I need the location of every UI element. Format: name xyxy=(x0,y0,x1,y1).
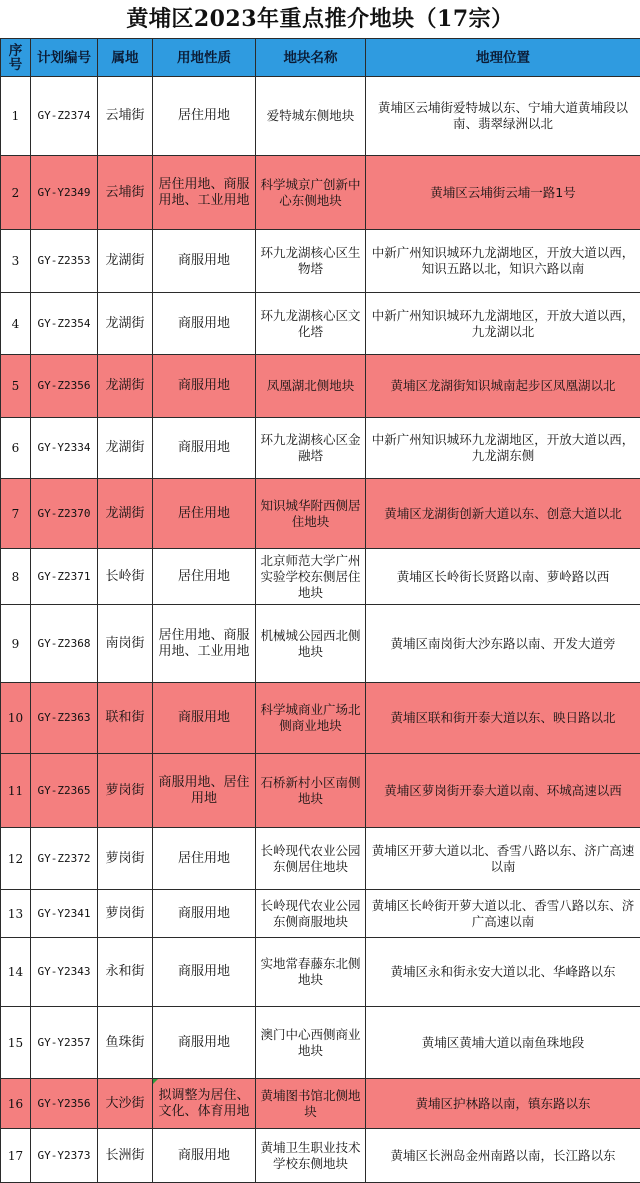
cell-location: 黄埔区南岗街大沙东路以南、开发大道旁 xyxy=(366,605,640,683)
cell-district: 萝岗街 xyxy=(98,754,153,828)
table-row xyxy=(1,479,640,549)
cell-name: 澳门中心西侧商业地块 xyxy=(256,1007,366,1079)
table-row xyxy=(1,828,640,890)
cell-index: 10 xyxy=(1,683,31,754)
cell-index: 7 xyxy=(1,479,31,549)
cell-index: 2 xyxy=(1,156,31,230)
cell-usage: 居住用地 xyxy=(153,479,256,549)
cell-index: 5 xyxy=(1,355,31,418)
column-header-index: 序号 xyxy=(1,39,31,77)
column-header-district: 属地 xyxy=(98,39,153,77)
table-row xyxy=(1,1129,640,1183)
cell-usage: 商服用地 xyxy=(153,938,256,1007)
cell-name: 科学城商业广场北侧商业地块 xyxy=(256,683,366,754)
cell-code: GY-Y2334 xyxy=(31,418,98,479)
table-body xyxy=(1,77,640,1183)
cell-code: GY-Z2363 xyxy=(31,683,98,754)
cell-district: 萝岗街 xyxy=(98,828,153,890)
cell-location: 黄埔区护林路以南，镇东路以东 xyxy=(366,1079,640,1129)
table-row xyxy=(1,355,640,418)
cell-code: GY-Z2356 xyxy=(31,355,98,418)
cell-location: 中新广州知识城环九龙湖地区，开放大道以西，九龙湖东侧 xyxy=(366,418,640,479)
cell-name: 爱特城东侧地块 xyxy=(256,77,366,156)
cell-code: GY-Z2353 xyxy=(31,230,98,293)
cell-district: 萝岗街 xyxy=(98,890,153,938)
cell-usage: 商服用地 xyxy=(153,890,256,938)
cell-name: 科学城京广创新中心东侧地块 xyxy=(256,156,366,230)
cell-district: 南岗街 xyxy=(98,605,153,683)
cell-index: 1 xyxy=(1,77,31,156)
cell-name: 石桥新村小区南侧地块 xyxy=(256,754,366,828)
cell-code: GY-Z2372 xyxy=(31,828,98,890)
cell-name: 知识城华附西侧居住地块 xyxy=(256,479,366,549)
cell-index: 3 xyxy=(1,230,31,293)
table-row xyxy=(1,77,640,156)
cell-district: 长洲街 xyxy=(98,1129,153,1183)
table-row xyxy=(1,890,640,938)
cell-usage: 居住用地、商服用地、工业用地 xyxy=(153,605,256,683)
cell-usage: 商服用地 xyxy=(153,355,256,418)
cell-location: 黄埔区开萝大道以北、香雪八路以东、济广高速以南 xyxy=(366,828,640,890)
table-row xyxy=(1,230,640,293)
cell-name: 黄埔卫生职业技术学校东侧地块 xyxy=(256,1129,366,1183)
cell-name: 长岭现代农业公园东侧商服地块 xyxy=(256,890,366,938)
cell-district: 云埔街 xyxy=(98,77,153,156)
cell-code: GY-Z2374 xyxy=(31,77,98,156)
cell-location: 黄埔区永和街永安大道以北、华峰路以东 xyxy=(366,938,640,1007)
cell-usage: 商服用地 xyxy=(153,1129,256,1183)
cell-district: 云埔街 xyxy=(98,156,153,230)
cell-usage: 居住用地、商服用地、工业用地 xyxy=(153,156,256,230)
cell-location: 黄埔区长洲岛金州南路以南，长江路以东 xyxy=(366,1129,640,1183)
cell-code: GY-Z2371 xyxy=(31,549,98,605)
cell-name: 北京师范大学广州实验学校东侧居住地块 xyxy=(256,549,366,605)
cell-usage: 拟调整为居住、文化、体育用地 xyxy=(153,1079,256,1129)
cell-location: 黄埔区长岭街开萝大道以北、香雪八路以东、济广高速以南 xyxy=(366,890,640,938)
table-row xyxy=(1,418,640,479)
cell-district: 长岭街 xyxy=(98,549,153,605)
cell-code: GY-Z2370 xyxy=(31,479,98,549)
cell-name: 凤凰湖北侧地块 xyxy=(256,355,366,418)
cell-usage: 居住用地 xyxy=(153,549,256,605)
cell-location: 黄埔区联和街开泰大道以东、映日路以北 xyxy=(366,683,640,754)
column-header-name: 地块名称 xyxy=(256,39,366,77)
column-header-location: 地理位置 xyxy=(366,39,640,77)
cell-usage: 商服用地 xyxy=(153,418,256,479)
cell-name: 环九龙湖核心区金融塔 xyxy=(256,418,366,479)
table-header-row xyxy=(1,39,640,77)
column-header-usage: 用地性质 xyxy=(153,39,256,77)
cell-code: GY-Y2356 xyxy=(31,1079,98,1129)
cell-location: 黄埔区龙湖街创新大道以东、创意大道以北 xyxy=(366,479,640,549)
table-row xyxy=(1,938,640,1007)
cell-district: 龙湖街 xyxy=(98,418,153,479)
cell-code: GY-Z2365 xyxy=(31,754,98,828)
cell-name: 实地常春藤东北侧地块 xyxy=(256,938,366,1007)
cell-usage: 居住用地 xyxy=(153,77,256,156)
cell-index: 13 xyxy=(1,890,31,938)
cell-location: 黄埔区黄埔大道以南鱼珠地段 xyxy=(366,1007,640,1079)
table-row xyxy=(1,754,640,828)
cell-name: 长岭现代农业公园东侧居住地块 xyxy=(256,828,366,890)
cell-index: 15 xyxy=(1,1007,31,1079)
cell-usage: 居住用地 xyxy=(153,828,256,890)
cell-index: 6 xyxy=(1,418,31,479)
cell-name: 机械城公园西北侧地块 xyxy=(256,605,366,683)
table-row xyxy=(1,605,640,683)
cell-usage: 商服用地 xyxy=(153,293,256,355)
cell-code: GY-Y2373 xyxy=(31,1129,98,1183)
cell-name: 环九龙湖核心区生物塔 xyxy=(256,230,366,293)
table-row xyxy=(1,549,640,605)
land-plots-table xyxy=(0,38,640,1183)
cell-usage: 商服用地 xyxy=(153,1007,256,1079)
cell-index: 8 xyxy=(1,549,31,605)
cell-location: 黄埔区长岭街长贤路以南、萝岭路以西 xyxy=(366,549,640,605)
cell-code: GY-Y2341 xyxy=(31,890,98,938)
cell-name: 环九龙湖核心区文化塔 xyxy=(256,293,366,355)
cell-location: 中新广州知识城环九龙湖地区，开放大道以西，知识五路以北，知识六路以南 xyxy=(366,230,640,293)
cell-location: 黄埔区云埔街云埔一路1号 xyxy=(366,156,640,230)
cell-usage: 商服用地 xyxy=(153,683,256,754)
cell-location: 黄埔区龙湖街知识城南起步区凤凰湖以北 xyxy=(366,355,640,418)
cell-usage: 商服用地 xyxy=(153,230,256,293)
cell-index: 16 xyxy=(1,1079,31,1129)
table-row xyxy=(1,293,640,355)
cell-code: GY-Z2354 xyxy=(31,293,98,355)
cell-location: 黄埔区萝岗街开泰大道以南、环城高速以西 xyxy=(366,754,640,828)
cell-code: GY-Y2343 xyxy=(31,938,98,1007)
cell-code: GY-Y2357 xyxy=(31,1007,98,1079)
table-row xyxy=(1,683,640,754)
page-title: 黄埔区2023年重点推介地块（17宗） xyxy=(0,0,640,38)
table-row xyxy=(1,1079,640,1129)
table-row xyxy=(1,1007,640,1079)
cell-district: 大沙街 xyxy=(98,1079,153,1129)
cell-index: 11 xyxy=(1,754,31,828)
cell-index: 12 xyxy=(1,828,31,890)
cell-district: 永和街 xyxy=(98,938,153,1007)
table-row xyxy=(1,156,640,230)
cell-usage: 商服用地、居住用地 xyxy=(153,754,256,828)
cell-district: 龙湖街 xyxy=(98,479,153,549)
cell-district: 龙湖街 xyxy=(98,355,153,418)
cell-code: GY-Z2368 xyxy=(31,605,98,683)
cell-district: 龙湖街 xyxy=(98,230,153,293)
column-header-code: 计划编号 xyxy=(31,39,98,77)
cell-district: 鱼珠街 xyxy=(98,1007,153,1079)
cell-district: 龙湖街 xyxy=(98,293,153,355)
cell-index: 17 xyxy=(1,1129,31,1183)
cell-index: 4 xyxy=(1,293,31,355)
cell-name: 黄埔图书馆北侧地块 xyxy=(256,1079,366,1129)
cell-code: GY-Y2349 xyxy=(31,156,98,230)
cell-location: 中新广州知识城环九龙湖地区，开放大道以西，九龙湖以北 xyxy=(366,293,640,355)
cell-index: 14 xyxy=(1,938,31,1007)
cell-index: 9 xyxy=(1,605,31,683)
cell-location: 黄埔区云埔街爱特城以东、宁埔大道黄埔段以南、翡翠绿洲以北 xyxy=(366,77,640,156)
cell-district: 联和街 xyxy=(98,683,153,754)
